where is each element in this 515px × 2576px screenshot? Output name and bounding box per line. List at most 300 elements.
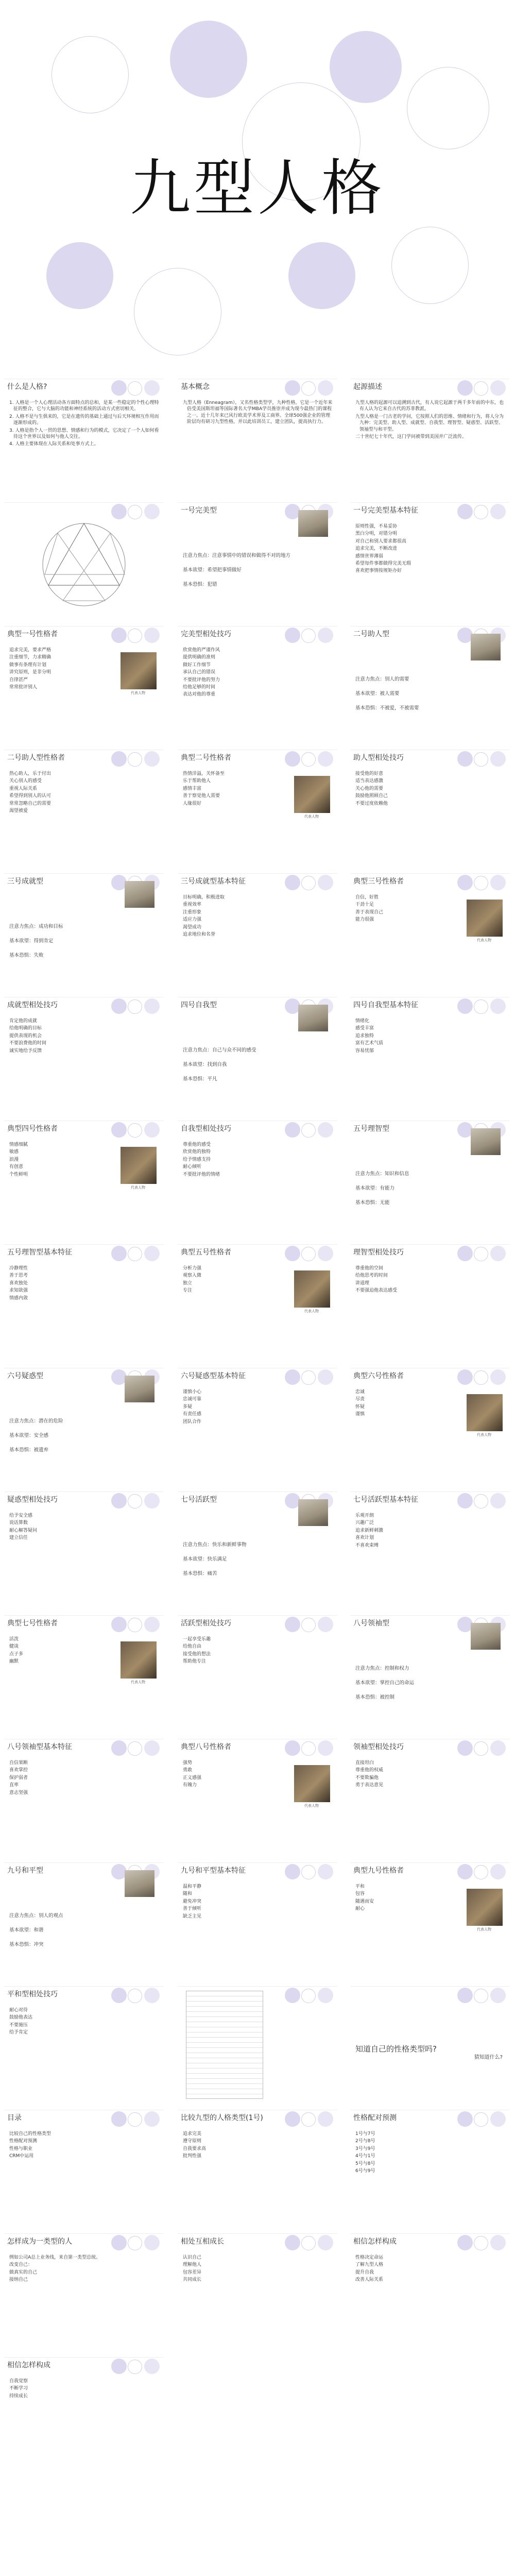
bullet-item: 渴望被爱 [9,808,28,814]
profile-line: 基本欲望：有能力 [355,1185,395,1191]
deco-circles [281,1987,337,2004]
slide-card [350,1368,510,1487]
slide-heading: 活跃型相处技巧 [181,1619,231,1628]
slide-heading: 五号理智型 [353,1125,389,1133]
bullet-item: 做真实的自己 [9,2269,38,2275]
slide-card [4,1244,164,1364]
slide-heading: 领袖型相处技巧 [353,1743,404,1751]
slide-card [178,750,337,869]
bullet-list [183,771,286,808]
slide-heading: 典型二号性格者 [181,754,231,762]
bullet-item: 给他思考的时间 [355,1273,388,1279]
deco-circles [453,1368,510,1386]
bullet-item: 不要批评他的情绪 [183,1172,220,1177]
bullet-item: 关心别人的感受 [9,778,42,784]
slide-heading: 完美型相处技巧 [181,630,231,638]
illustration [298,1499,328,1526]
profile-line: 基本恐惧：平凡 [183,1076,217,1082]
bullet-item: 敏感 [9,1149,19,1155]
bullet-item: 幽默 [9,1659,19,1665]
table-row [186,2022,263,2027]
profile-text [9,1912,123,1956]
slide-heading: 目录 [7,2114,22,2122]
bullet-item: 喜欢独处 [9,1280,28,1286]
illustration [471,1128,501,1155]
enneagram-diagram [14,513,153,616]
bullet-item: 尽责 [355,1397,365,1402]
bullet-item: 2. 人格不是与生俱来的，它是在遗传的基础上通过与后天环境相互作用而逐渐形成的。 [9,414,159,426]
bullet-list [355,1760,506,1790]
bullet-list [183,2255,333,2284]
bullet-item: 1号与7号 [355,2131,375,2137]
slide-card [4,1615,164,1735]
bullet-item: 容易忧郁 [355,1048,374,1054]
bullet-item: 承认自己的错误 [183,670,216,675]
table-row [186,2079,263,2084]
bullet-item: 尊重他的感受 [183,1142,211,1147]
deco-circles [453,2110,510,2128]
slide-card [4,2110,164,2229]
bullet-item: 诚实地给予反馈 [9,1048,42,1054]
profile-line: 基本欲望：找到自我 [183,1062,227,1067]
bullet-item: 包容 [355,1891,365,1897]
slide-heading: 二号助人型性格者 [7,754,65,762]
bullet-item: 追求完美，要求严格 [9,648,52,653]
profile-line: 注意力焦点：控制和权力 [355,1666,409,1671]
bullet-item: 强势 [183,1760,193,1766]
bullet-list [355,2131,506,2175]
profile-text [355,1665,469,1708]
slide-heading: 平和型相处技巧 [7,1990,58,1998]
bullet-item: 共同成长 [183,2277,202,2283]
bullet-item: 欣赏他的独特 [183,1149,211,1155]
profile-text [355,676,469,719]
portrait-photo [121,1641,157,1679]
bullet-item: 批判性强 [183,2154,202,2159]
bullet-item: 能力很强 [355,917,374,923]
deco-circles [281,874,337,891]
bullet-item: 保护弱者 [9,1775,28,1781]
bullet-list [9,400,160,449]
slide-card [178,502,337,622]
bullet-item: 不断学习 [9,2386,28,2392]
bullet-item: 3号与9号 [355,2146,375,2151]
profile-line: 基本欲望：被人需要 [355,691,400,697]
bullet-item: 避免冲突 [183,1899,202,1904]
bullet-item: 独立 [183,1280,193,1286]
bullet-item: 谨慎小心 [183,1389,202,1395]
bullet-item: 帮助他专注 [183,1659,207,1665]
slide-card [4,873,164,993]
bullet-item: 勇于表达意见 [355,1783,384,1788]
profile-line: 基本欲望：和谐 [9,1927,44,1933]
bullet-item: 注重形象 [183,909,202,915]
slide-card [350,1739,510,1858]
slide-card [350,379,510,498]
deco-circles [281,1245,337,1262]
profile-line: 基本恐惧：犯错 [183,582,217,587]
bullet-item: 耐心解答疑问 [9,1528,38,1533]
bullet-list [183,894,333,939]
bullet-item: 喜欢把事情按规矩办好 [355,568,402,574]
bullet-item: 建立信任 [9,1535,28,1541]
bullet-item: 有责任感 [183,1412,202,1417]
bullet-item: 接纳自己 [9,2277,28,2283]
illustration [471,634,501,660]
slide-heading: 助人型相处技巧 [353,754,404,762]
slide-card [4,626,164,745]
slide-card [4,1368,164,1487]
bullet-item: 二十世纪七十年代，这门学问被带到美国并广泛流传。 [355,434,467,440]
profile-text [183,1541,296,1585]
slide-heading: 比较九型的人格类型(1号) [181,2114,263,2122]
slide-card [4,2357,164,2477]
bullet-item: 直率 [9,1783,19,1788]
slide-card [4,997,164,1116]
bullet-item: 喜欢计划 [355,1535,374,1541]
bullet-list [183,1760,286,1790]
deco-circles [281,1368,337,1386]
bullet-item: 追求独特 [355,1033,374,1039]
bullet-item: 忠诚 [355,1389,365,1395]
photo-caption: 代表人物 [477,938,491,942]
bullet-item: 正义感强 [183,1775,202,1781]
slide-card [350,1121,510,1240]
profile-line: 注意力焦点：自己与众不同的感受 [183,1047,256,1053]
photo-caption: 代表人物 [304,815,319,819]
bullet-item: 希望每件事都做得完美无瑕 [355,561,411,567]
bullet-item: 温和平静 [183,1884,202,1889]
illustration [125,1376,154,1402]
bullet-item: 尊重他的空间 [355,1266,384,1271]
bullet-item: 重视效率 [183,902,202,908]
bullet-item: 不要欺骗他 [355,1775,379,1781]
slide-heading: 理智型相处技巧 [353,1248,404,1257]
deco-circles [453,1739,510,1757]
portrait-photo [467,1889,503,1926]
bullet-list [355,1884,458,1913]
bullet-item: 怀疑 [355,1404,365,1410]
bullet-item: 热心助人，乐于付出 [9,771,52,776]
bullet-item: 善于察觉他人需要 [183,793,220,799]
profile-line: 基本欲望：快乐满足 [183,1556,227,1562]
bullet-item: 九型人格（Enneagram），又名性格类型学，九种性格，它是一个近年来倍受美国斯坦福等国际著名大学MBA学员推崇并成为现今最热门的课程之一。近十几年来已风行欧美学术界及工商界。全球500强企业的管理阶层均有研习九型性格，并以此培训员工，建立团队，提高执行力。 [183,400,333,425]
bullet-item: 有魄力 [183,1783,197,1788]
deco-circle [52,36,129,113]
bullet-item: 冷静理性 [9,1266,28,1271]
profile-line: 基本恐惧：不被爱，不被需要 [355,705,419,711]
deco-circles [107,1245,164,1262]
bullet-list [183,1884,333,1921]
slide-heading: 相处互相成长 [181,2238,224,2246]
portrait-photo [467,900,503,937]
slide-card [350,997,510,1116]
deco-circle [330,31,402,103]
bullet-list [9,1265,160,1302]
deco-circles [281,626,337,644]
bullet-list [183,400,333,427]
bullet-item: 九型人格的起源可以追溯到古代，有人说它起源于两千多年前的中东，也有人认为它来自古代的苏菲教派。 [355,400,504,412]
slide-card [178,1739,337,1858]
photo-caption: 代表人物 [477,1927,491,1931]
bullet-item: 接受他的想法 [183,1651,211,1657]
bullet-item: 对自己和别人要求都很高 [355,538,407,544]
deco-circles [453,379,510,397]
profile-text [183,1047,296,1090]
bullet-item: 平和 [355,1884,365,1889]
bullet-item: 包容差异 [183,2269,202,2275]
slide-card [4,1121,164,1240]
bullet-item: 九型人格是一门古老的学问，它按照人们的思维、情绪和行为，将人分为九种：完美型、助人型、成就型、自我型、理智型、疑惑型、活跃型、领袖型与和平型。 [355,414,504,432]
deco-circles [107,750,164,768]
profile-line: 注意力焦点：快乐和新鲜事物 [183,1542,247,1548]
bullet-item: 兴趣广泛 [355,1520,374,1526]
bullet-item: 忠诚可靠 [183,1397,202,1402]
bullet-item: 尊重他的权威 [355,1768,384,1773]
slide-card [178,1121,337,1240]
bullet-item: 专注 [183,1288,193,1294]
slide-card [350,502,510,622]
slide-heading: 疑惑型相处技巧 [7,1496,58,1504]
deco-circles [107,1492,164,1510]
bullet-item: 常常忽略自己的需要 [9,801,52,806]
bullet-list [9,2255,160,2284]
slide-card [350,1492,510,1611]
bullet-list [183,2131,333,2161]
deco-circles [453,1863,510,1880]
bullet-list [9,2007,160,2037]
page-title: 九型人格 [129,152,385,224]
bullet-item: 情感细腻 [9,1142,28,1147]
photo-caption: 代表人物 [131,1680,145,1684]
bullet-item: 健谈 [9,1644,19,1650]
bullet-item: 做好工作细节 [183,662,211,668]
profile-text [183,552,296,596]
slide-heading: 什么是人格? [7,383,47,391]
bullet-item: 谨慎 [355,1412,365,1417]
slide-heading: 七号活跃型基本特征 [353,1496,418,1504]
table-row [186,2012,263,2017]
deco-circles [107,1739,164,1757]
table-row [186,2089,263,2094]
bullet-list [183,1389,333,1426]
bullet-item: 改变自己： [9,2262,33,2268]
slide-heading: 相信怎样构成 [7,2361,50,2369]
bullet-list [355,771,506,808]
deco-circles [107,2110,164,2128]
slide-heading: 七号活跃型 [181,1496,217,1504]
slide-card [178,1986,337,2106]
bullet-item: 给他足够的时间 [183,685,216,690]
table-row [186,2017,263,2022]
bullet-item: 个性鲜明 [9,1172,28,1177]
slide-card [4,379,164,498]
bullet-item: 干劲十足 [355,902,374,908]
portrait-photo [294,1765,330,1802]
bullet-item: 点子多 [9,1651,24,1657]
bullet-item: 感情世界薄弱 [355,553,384,559]
slide-card [350,1244,510,1364]
illustration [125,1870,154,1897]
table-row [186,2043,263,2048]
bullet-item: 给他自由 [183,1644,202,1650]
table-row [186,1991,263,1996]
bullet-item: 自我要求高 [183,2146,207,2151]
slide-card [178,873,337,993]
profile-line: 基本恐惧：被遗弃 [9,1447,49,1453]
bullet-item: 耐心对待 [9,2008,28,2013]
deco-circle [391,227,469,304]
bullet-item: 提供表现的机会 [9,1033,42,1039]
illustration [298,510,328,537]
bullet-item: 欣赏他的严谨作风 [183,648,220,653]
bullet-list [9,1018,160,1055]
bullet-item: 性格配对预测 [9,2139,38,2144]
slide-card [178,1244,337,1364]
slide-heading: 相信怎样构成 [353,2238,397,2246]
slide-card [4,1739,164,1858]
slide-card [178,2110,337,2229]
bullet-item: 观察入微 [183,1273,202,1279]
profile-line: 基本欲望：掌控自己的命运 [355,1680,415,1686]
deco-circles [281,379,337,397]
bullet-item: 目标明确，积极进取 [183,895,225,900]
bullet-item: 感受丰富 [355,1026,374,1031]
bullet-item: 意志坚强 [9,1790,28,1795]
bullet-item: 肯定他的成就 [9,1019,38,1024]
bullet-item: 比较自己的性格类型 [9,2131,52,2137]
bullet-item: 自律甚严 [9,677,28,683]
profile-line: 基本欲望：希望把事情做好 [183,567,242,573]
slide-heading: 典型一号性格者 [7,630,58,638]
slide-card [178,1862,337,1982]
photo-caption: 代表人物 [131,691,145,695]
slide-heading: 性格配对预测 [353,2114,397,2122]
slide-heading: 怎样成为一类型的人 [7,2238,72,2246]
portrait-photo [294,1270,330,1308]
photo-caption: 代表人物 [477,1433,491,1437]
portrait-photo [467,1394,503,1431]
slide-card [4,1492,164,1611]
bullet-list [355,2255,506,2284]
bullet-item: 给予肯定 [9,2030,28,2036]
slide-heading: 一号完美型 [181,506,217,515]
bullet-item: 鼓励他表达 [9,2015,33,2021]
bullet-item: 缺乏主见 [183,1913,202,1919]
deco-circles [107,1987,164,2004]
profile-line: 基本欲望：安全感 [9,1433,49,1438]
bullet-item: 不要过度依赖他 [355,801,388,806]
deco-circles [281,1739,337,1757]
bullet-item: 理解他人 [183,2262,202,2268]
bullet-item: 希望得到别人的认可 [9,793,52,799]
deco-circle [407,67,489,149]
deco-circle [46,242,113,309]
bullet-item: 自我觉察 [9,2379,28,2384]
bullet-list [9,1142,112,1179]
deco-circles [281,2234,337,2251]
slide-card [4,1862,164,1982]
table-row [186,2053,263,2058]
illustration [298,1005,328,1031]
table-row [186,2027,263,2032]
bullet-item: 分析力强 [183,1266,202,1271]
quiz-question: 知道自己的性格类型吗? [355,2044,437,2054]
profile-line: 注意力焦点：知识和信息 [355,1171,409,1177]
bullet-item: 不要施压 [9,2022,28,2028]
profile-line: 注意力焦点：注意事情中的错误和做得不对的地方 [183,553,291,558]
bullet-item: 直接坦白 [355,1760,374,1766]
bullet-item: 提升自我 [355,2269,374,2275]
bullet-item: 改善人际关系 [355,2277,384,2283]
slide-card [178,997,337,1116]
table-row [186,2069,263,2074]
title-slide [0,0,515,371]
slide-heading: 成就型相处技巧 [7,1001,58,1009]
bullet-list [183,1265,286,1295]
bullet-item: 注重细节，力求精确 [9,655,52,660]
slide-heading: 二号助人型 [353,630,389,638]
slide-heading: 九号和平型 [7,1867,43,1875]
slide-card [350,750,510,869]
slide-card [350,1862,510,1982]
bullet-item: 性格决定命运 [355,2255,384,2260]
bullet-item: 讲道理 [355,1280,370,1286]
bullet-item: 黑白分明，对错分明 [355,531,398,537]
bullet-item: 认识自己 [183,2255,202,2260]
photo-caption: 代表人物 [131,1185,145,1190]
slide-card [350,1615,510,1735]
bullet-item: 求知欲强 [9,1288,28,1294]
bullet-item: 例如公司A总上业务线，来自第一类型总统。 [9,2255,101,2260]
bullet-list [9,1636,112,1666]
slide-heading: 四号自我型 [181,1001,217,1009]
bullet-item: 多疑 [183,1404,193,1410]
deco-circle [170,21,247,98]
bullet-item: 说话算数 [9,1520,28,1526]
profile-line: 基本欲望：得到肯定 [9,938,54,944]
slide-heading: 六号疑惑型基本特征 [181,1372,246,1380]
profile-line: 基本恐惧：冲突 [9,1942,44,1947]
profile-text [355,1171,469,1214]
bullet-item: 耐心倾听 [183,1164,202,1170]
bullet-list [183,647,333,699]
slide-card [4,1986,164,2106]
bullet-list [355,1513,506,1550]
bullet-item: 给予安全感 [9,1513,33,1518]
bullet-item: 讲究原则，是非分明 [9,670,52,675]
photo-caption: 代表人物 [304,1309,319,1313]
bullet-list [9,1760,160,1797]
bullet-item: 情绪化 [355,1019,370,1024]
bullet-list [183,1142,333,1179]
slide-card [350,873,510,993]
table-row [186,2038,263,2043]
profile-text [9,1418,123,1461]
bullet-item: 6号与9号 [355,2168,375,2174]
bullet-item: 原则性强，不易妥协 [355,524,398,529]
slide-heading: 八号领袖型基本特征 [7,1743,72,1751]
slide-heading: 典型三号性格者 [353,877,404,886]
slide-card [4,502,164,622]
bullet-item: 不要强迫他表达感受 [355,1288,398,1294]
bullet-list [355,400,506,441]
slide-card [178,1368,337,1487]
slide-card [350,626,510,745]
slide-heading: 典型五号性格者 [181,1248,231,1257]
bullet-item: 人缘很好 [183,801,202,806]
illustration [125,881,154,908]
